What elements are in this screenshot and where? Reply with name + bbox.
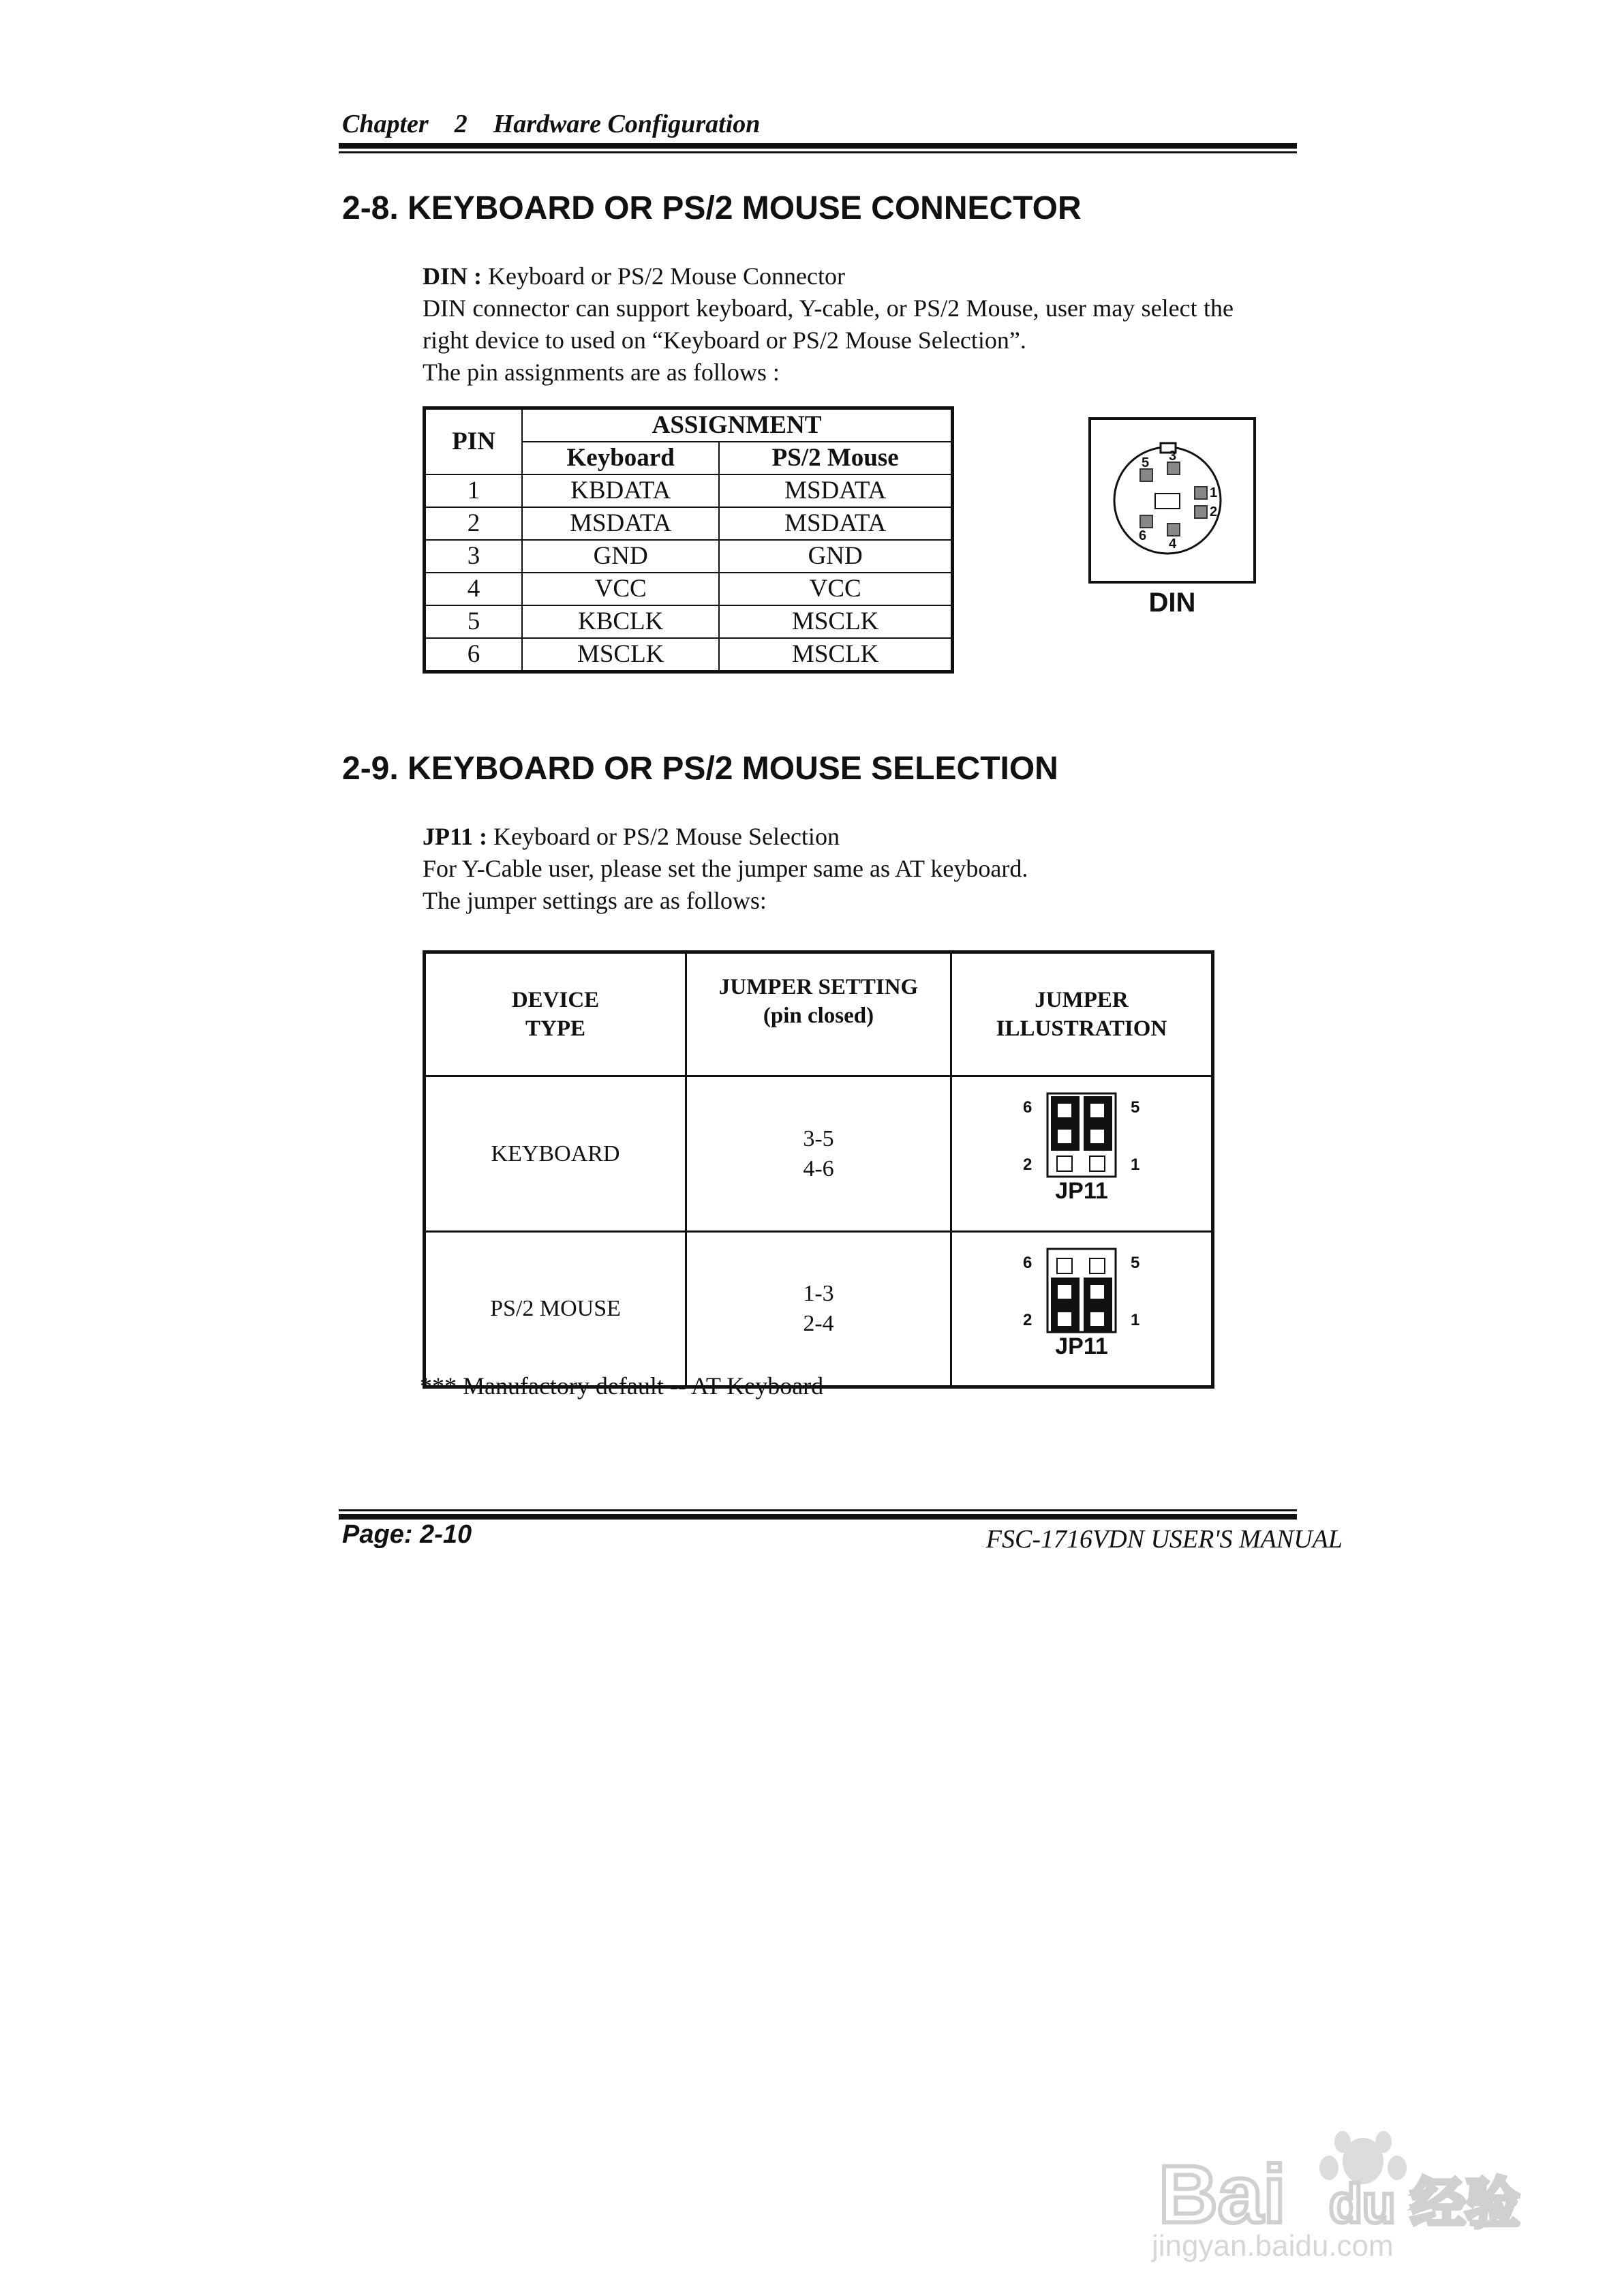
pin-cell: 1 <box>425 474 523 507</box>
din-pin-2 <box>1195 506 1207 518</box>
device-cell: PS/2 MOUSE <box>425 1232 686 1387</box>
jp11-intro-paragraph <box>423 821 1234 917</box>
section-title-2-9: 2-9. KEYBOARD OR PS/2 MOUSE SELECTION <box>342 751 1058 787</box>
jp11-label: JP11 : <box>423 823 487 850</box>
illustration-cell <box>951 1232 1213 1387</box>
din-pin-label: 5 <box>1142 455 1150 470</box>
jumper-pin <box>1090 1284 1105 1299</box>
din-figure-label: DIN <box>1148 588 1196 618</box>
mouse-cell: GND <box>719 540 952 573</box>
din-intro-paragraph <box>423 260 1234 389</box>
jumper-pin-label: 5 <box>1131 1098 1140 1117</box>
din-label-desc: Keyboard or PS/2 Mouse Connector <box>482 262 845 290</box>
jumper-pin <box>1057 1103 1072 1118</box>
din-connector-figure <box>1088 417 1256 584</box>
din-label: DIN : <box>423 262 482 290</box>
mouse-cell: MSDATA <box>719 507 952 540</box>
pin-cell: 6 <box>425 638 523 672</box>
table-row <box>425 540 953 573</box>
watermark-brand: Bai <box>1159 2149 1286 2240</box>
jumper-pin <box>1090 1312 1105 1327</box>
device-type-header-line1: DEVICE <box>511 988 600 1012</box>
table-row <box>425 507 953 540</box>
setting-line: 4-6 <box>803 1155 834 1181</box>
jumper-pin <box>1057 1312 1072 1327</box>
jumper-pin-label: 6 <box>1023 1098 1032 1117</box>
device-type-header-line2: TYPE <box>525 1016 585 1041</box>
keyboard-cell: VCC <box>522 573 719 605</box>
jumper-setting-header-line1: JUMPER SETTING <box>718 975 919 999</box>
table-row <box>425 573 953 605</box>
pin-cell: 4 <box>425 573 523 605</box>
paw-du-text: du <box>1329 2173 1396 2234</box>
din-connector-diagram <box>1091 420 1253 581</box>
din-pin-label: 1 <box>1210 485 1218 500</box>
pin-assignments-intro: The pin assignments are as follows : <box>423 359 780 386</box>
jumper-settings-intro: The jumper settings are as follows: <box>423 887 767 914</box>
jumper-pin-label: 1 <box>1131 1310 1140 1329</box>
jumper-label: JP11 <box>1055 1333 1108 1359</box>
din-center-key <box>1155 494 1180 509</box>
din-pin-5 <box>1140 469 1152 481</box>
din-pin-1 <box>1195 487 1207 499</box>
ycable-note: For Y-Cable user, please set the jumper same as AT keyboard. <box>423 855 1028 882</box>
jumper-pin <box>1057 1258 1072 1273</box>
mouse-column-header: PS/2 Mouse <box>719 442 952 474</box>
jumper-pin <box>1057 1129 1072 1144</box>
keyboard-cell: KBDATA <box>522 474 719 507</box>
pin-cell: 2 <box>425 507 523 540</box>
illustration-cell <box>951 1076 1213 1232</box>
jumper-pin <box>1090 1129 1105 1144</box>
jp11-mouse-diagram <box>1013 1238 1150 1374</box>
page-number: Page: 2-10 <box>342 1520 472 1549</box>
jumper-setting-header <box>686 952 951 1076</box>
section-title-2-8: 2-8. KEYBOARD OR PS/2 MOUSE CONNECTOR <box>342 190 1082 226</box>
pin-assignment-table <box>423 406 954 674</box>
header-rule-thin <box>339 151 1297 153</box>
setting-line: 2-4 <box>803 1311 834 1336</box>
keyboard-cell: KBCLK <box>522 605 719 638</box>
keyboard-column-header: Keyboard <box>522 442 719 474</box>
setting-line: 3-5 <box>803 1126 834 1151</box>
table-row <box>425 474 953 507</box>
jp11-label-desc: Keyboard or PS/2 Mouse Selection <box>487 823 840 850</box>
footer-rule-thin <box>339 1509 1297 1511</box>
mouse-cell: VCC <box>719 573 952 605</box>
watermark-brand-cn: 经验 <box>1411 2173 1520 2234</box>
din-body-text: DIN connector can support keyboard, Y-cable, or PS/2 Mouse, user may select the right device to used on “Keyboard or PS/2 Mouse Selection”. <box>423 294 1234 354</box>
table-row <box>425 638 953 672</box>
jumper-pin <box>1057 1284 1072 1299</box>
jumper-pin-label: 1 <box>1131 1155 1140 1174</box>
jumper-pin <box>1057 1156 1072 1171</box>
jumper-illustration-header <box>951 952 1213 1076</box>
mouse-cell: MSDATA <box>719 474 952 507</box>
manual-title: FSC-1716VDN USER'S MANUAL <box>985 1525 1343 1554</box>
device-type-header <box>425 952 686 1076</box>
jumper-pin <box>1090 1258 1105 1273</box>
setting-cell <box>686 1076 951 1232</box>
din-pin-label: 4 <box>1169 537 1177 552</box>
table-row <box>425 1076 1213 1232</box>
din-pin-3 <box>1167 462 1180 474</box>
keyboard-cell: MSCLK <box>522 638 719 672</box>
jumper-pin <box>1090 1103 1105 1118</box>
running-header: Chapter 2 Hardware Configuration <box>342 110 761 138</box>
mouse-cell: MSCLK <box>719 605 952 638</box>
pin-cell: 5 <box>425 605 523 638</box>
din-pin-label: 6 <box>1139 528 1147 543</box>
table-row <box>425 1232 1213 1387</box>
mouse-cell: MSCLK <box>719 638 952 672</box>
watermark-url: jingyan.baidu.com <box>1152 2229 1394 2263</box>
jumper-illustration-header-line1: JUMPER <box>1035 988 1129 1012</box>
setting-cell <box>686 1232 951 1387</box>
pin-header: PIN <box>425 408 523 475</box>
assignment-header: ASSIGNMENT <box>522 408 953 442</box>
pin-cell: 3 <box>425 540 523 573</box>
keyboard-cell: MSDATA <box>522 507 719 540</box>
jumper-pin-label: 2 <box>1023 1310 1032 1329</box>
din-pin-4 <box>1167 524 1180 536</box>
din-pin-label: 2 <box>1210 504 1218 519</box>
jumper-illustration-header-line2: ILLUSTRATION <box>996 1016 1167 1041</box>
header-rule <box>339 143 1297 149</box>
jumper-pin-label: 2 <box>1023 1155 1032 1174</box>
setting-line: 1-3 <box>803 1281 834 1306</box>
din-pin-label: 3 <box>1169 449 1177 464</box>
din-pin-6 <box>1140 515 1152 528</box>
jumper-setting-table <box>423 950 1214 1389</box>
device-cell: KEYBOARD <box>425 1076 686 1232</box>
footer-rule <box>339 1514 1297 1520</box>
jp11-keyboard-diagram <box>1013 1083 1150 1219</box>
jumper-pin <box>1090 1156 1105 1171</box>
jumper-label: JP11 <box>1055 1178 1108 1204</box>
keyboard-cell: GND <box>522 540 719 573</box>
jumper-setting-header-line2: (pin closed) <box>763 1003 874 1028</box>
jumper-pin-label: 6 <box>1023 1253 1032 1272</box>
jumper-pin-label: 5 <box>1131 1253 1140 1272</box>
table-row <box>425 605 953 638</box>
default-setting-footnote: *** Manufactory default -- AT Keyboard <box>420 1372 824 1400</box>
